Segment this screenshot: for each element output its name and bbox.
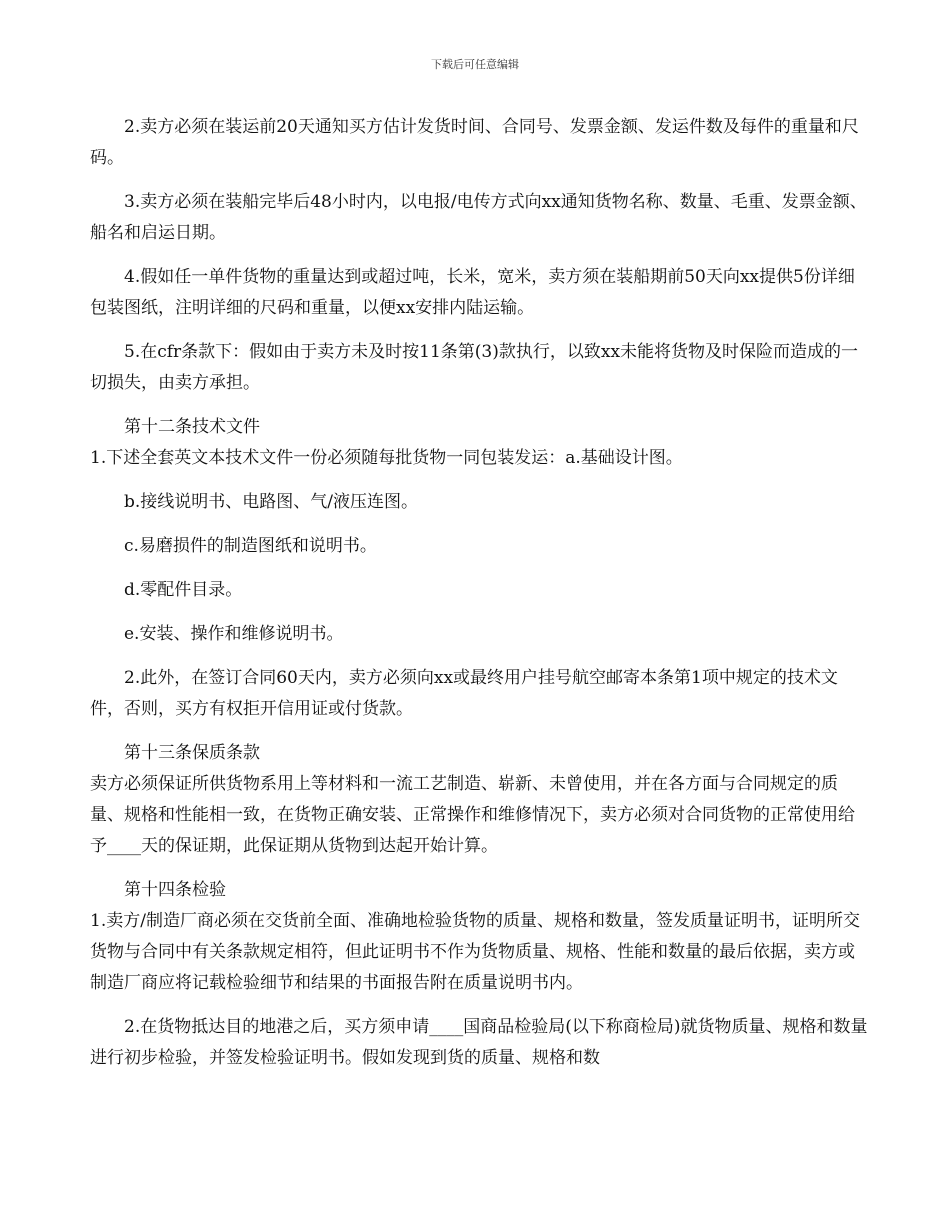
paragraph-clause-12-1d: d.零配件目录。 (124, 580, 243, 600)
paragraph-clause-14-2: 2.在货物抵达目的地港之后，买方须申请____国商品检验局(以下称商检局)就货物质量、规格和数量进行初步检验，并签发检验证明书。假如发现到货的质量、规格和数 (90, 1017, 868, 1068)
paragraph-clause-13: 卖方必须保证所供货物系用上等材料和一流工艺制造、崭新、未曾使用，并在各方面与合同规定的质量、规格和性能相一致，在货物正确安装、正常操作和维修情况下，卖方必须对合同货物的正常使用给予____天的保证期，此保证期从货物到达起开始计算。 (90, 774, 855, 856)
paragraph-clause-12-2: 2.此外，在签订合同60天内，卖方必须向xx或最终用户挂号航空邮寄本条第1项中规定的技术文件，否则，买方有权拒开信用证或付货款。 (90, 668, 838, 719)
paragraph-clause-12-1: 1.下述全套英文本技术文件一份必须随每批货物一同包装发运：a.基础设计图。 (90, 448, 683, 468)
paragraph-clause-11-2: 2.卖方必须在装运前20天通知买方估计发货时间、合同号、发票金额、发运件数及每件的重量和尺码。 (90, 117, 859, 168)
paragraph-clause-11-3: 3.卖方必须在装船完毕后48小时内，以电报/电传方式向xx通知货物名称、数量、毛重、发票金额、船名和启运日期。 (90, 192, 867, 243)
paragraph-clause-12-1e: e.安装、操作和维修说明书。 (124, 624, 344, 644)
paragraph-clause-12-1b: b.接线说明书、电路图、气/液压连图。 (124, 492, 419, 512)
paragraph-clause-14-1: 1.卖方/制造厂商必须在交货前全面、准确地检验货物的质量、规格和数量，签发质量证明书，证明所交货物与合同中有关条款规定相符，但此证明书不作为货物质量、规格、性能和数量的最后依据，卖方或制造厂商应将记载检验细节和结果的书面报告附在质量说明书内。 (90, 911, 860, 993)
paragraph-clause-12-1c: c.易磨损件的制造图纸和说明书。 (124, 536, 377, 556)
page-header: 下载后可任意编辑 (431, 58, 519, 71)
document-body (90, 112, 870, 1074)
section-heading-13: 第十三条保质条款 (124, 743, 260, 763)
paragraph-clause-11-4: 4.假如任一单件货物的重量达到或超过吨，长米，宽米，卖方须在装船期前50天向xx提供5份详细包装图纸，注明详细的尺码和重量，以便xx安排内陆运输。 (90, 267, 855, 318)
section-heading-14: 第十四条检验 (124, 880, 226, 900)
section-heading-12: 第十二条技术文件 (124, 417, 260, 437)
paragraph-clause-11-5: 5.在cfr条款下：假如由于卖方未及时按11条第(3)款执行，以致xx未能将货物及时保险而造成的一切损失，由卖方承担。 (90, 342, 859, 393)
